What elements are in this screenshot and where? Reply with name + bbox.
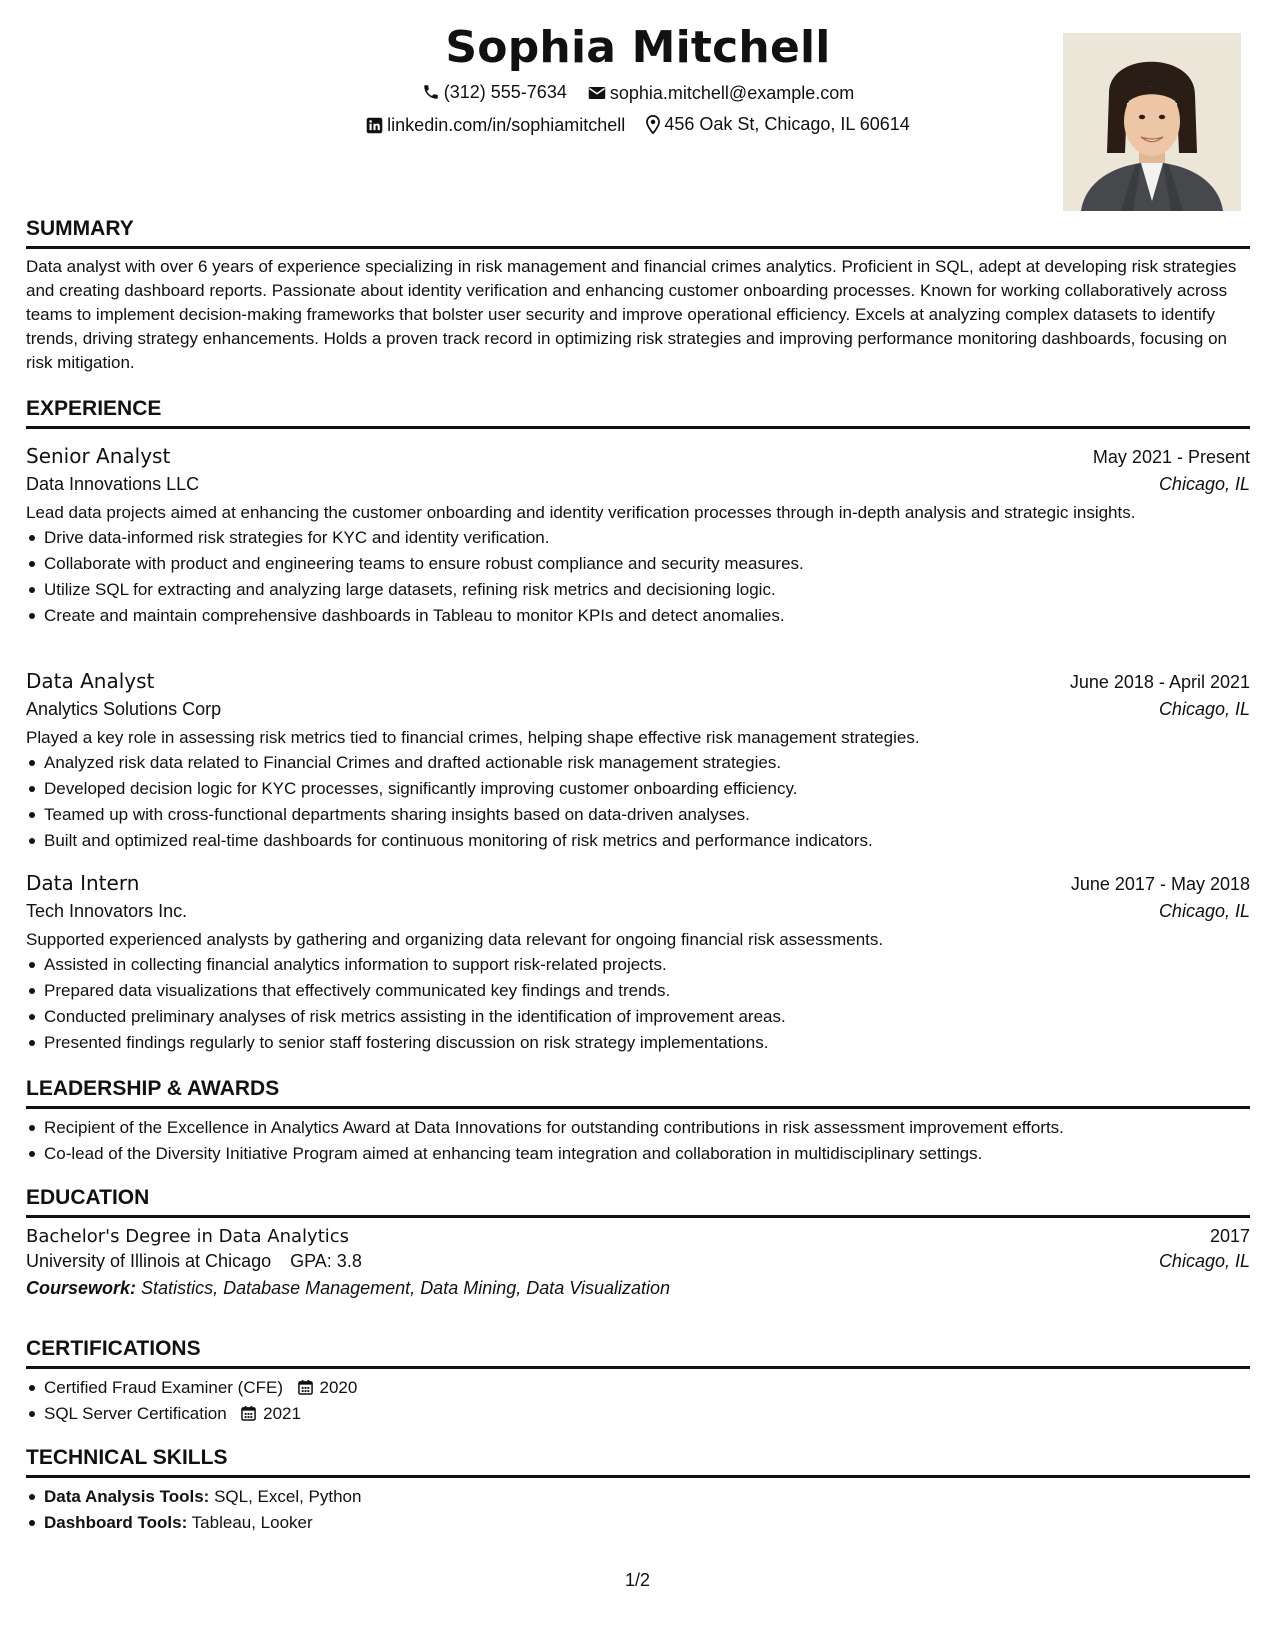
linkedin-contact[interactable] (366, 113, 625, 137)
job-location: Chicago, IL (1158, 699, 1250, 719)
job-location: Chicago, IL (1158, 901, 1250, 921)
calendar-icon (241, 1405, 256, 1421)
address-contact (646, 112, 910, 136)
certification-year: 2021 (263, 1404, 301, 1423)
list-item: Analyzed risk data related to Financial Crimes and drafted actionable risk management strategies. (44, 750, 1250, 776)
certification-name: SQL Server Certification (44, 1404, 227, 1423)
summary-heading: SUMMARY (26, 216, 1250, 249)
list-item: Co-lead of the Diversity Initiative Program aimed at enhancing team integration and collaboration in multidisciplinary settings. (44, 1141, 1250, 1167)
candidate-name: Sophia Mitchell (445, 22, 831, 73)
job-title: Data Intern (26, 871, 140, 895)
job-summary: Lead data projects aimed at enhancing the customer onboarding and identity verification processes through in-depth analysis and strategic insights. (26, 503, 1136, 522)
list-item: Developed decision logic for KYC processes, significantly improving customer onboarding efficiency. (44, 776, 1250, 802)
job-entry (26, 669, 1250, 854)
linkedin-text: linkedin.com/in/sophiamitchell (387, 115, 626, 135)
certifications-list (26, 1375, 1250, 1427)
list-item: Presented findings regularly to senior staff fostering discussion on risk strategy implementations. (44, 1030, 1250, 1056)
phone-text: (312) 555-7634 (443, 82, 567, 102)
education-section (26, 1185, 1250, 1299)
job-dates: June 2017 - May 2018 (1070, 874, 1250, 894)
coursework-line (26, 1278, 1250, 1299)
experience-section (26, 396, 1250, 429)
list-item: Built and optimized real-time dashboards for continuous monitoring of risk metrics and performance indicators. (44, 828, 1250, 854)
job-bullets (26, 952, 1250, 1056)
email-text: sophia.mitchell@example.com (609, 83, 855, 103)
leadership-section (26, 1076, 1250, 1167)
job-bullets (26, 525, 1250, 629)
list-item (44, 1401, 1250, 1427)
calendar-icon (298, 1379, 313, 1395)
school-name: University of Illinois at Chicago (26, 1251, 272, 1271)
leadership-list (26, 1115, 1250, 1167)
summary-text: Data analyst with over 6 years of experience specializing in risk management and financial crimes analytics. Proficient in SQL, adept at developing risk strategies and creating dashboard reports. Passionate about identity verification and enhancing customer onboarding processes. Known for working collaboratively across teams to implement decision-making frameworks that bolster user security and improve operational efficiency. Excels at analyzing complex datasets to identify trends, driving strategy enhancements. Holds a proven track record in optimizing risk strategies and improving performance monitoring dashboards, focusing on risk mitigation. (26, 257, 1237, 372)
job-company: Tech Innovators Inc. (26, 901, 188, 921)
list-item: Assisted in collecting financial analytics information to support risk-related projects. (44, 952, 1250, 978)
job-summary: Played a key role in assessing risk metrics tied to financial crimes, helping shape effective risk management strategies. (26, 728, 920, 747)
profile-photo (1063, 33, 1241, 211)
skills-list (26, 1484, 1250, 1536)
list-item: Collaborate with product and engineering teams to ensure robust compliance and security measures. (44, 551, 1250, 577)
leadership-heading: LEADERSHIP & AWARDS (26, 1076, 1250, 1109)
skill-label: Data Analysis Tools: (44, 1487, 210, 1506)
summary-section (26, 216, 1250, 375)
certifications-heading: CERTIFICATIONS (26, 1336, 1250, 1369)
map-pin-icon (646, 115, 660, 134)
address-text: 456 Oak St, Chicago, IL 60614 (664, 114, 910, 134)
envelope-icon (588, 85, 606, 101)
job-entry (26, 444, 1250, 629)
job-dates: May 2021 - Present (1092, 447, 1250, 467)
certifications-section (26, 1336, 1250, 1427)
certification-year: 2020 (319, 1378, 358, 1397)
degree-name: Bachelor's Degree in Data Analytics (26, 1226, 350, 1247)
linkedin-icon (366, 117, 383, 134)
job-dates: June 2018 - April 2021 (1069, 672, 1250, 692)
list-item: Create and maintain comprehensive dashboards in Tableau to monitor KPIs and detect anomalies. (44, 603, 1250, 629)
job-bullets (26, 750, 1250, 854)
list-item (44, 1375, 1250, 1401)
school-location: Chicago, IL (1158, 1251, 1250, 1271)
page-number: 1/2 (624, 1570, 651, 1590)
email-contact[interactable] (588, 81, 854, 105)
phone-icon (422, 83, 440, 101)
job-summary: Supported experienced analysts by gathering and organizing data relevant for ongoing financial risk assessments. (26, 930, 884, 949)
experience-heading: EXPERIENCE (26, 396, 1250, 429)
job-title: Data Analyst (26, 669, 155, 693)
list-item: Prepared data visualizations that effectively communicated key findings and trends. (44, 978, 1250, 1004)
certification-name: Certified Fraud Examiner (CFE) (44, 1378, 284, 1397)
resume-header (26, 0, 1250, 226)
coursework-label: Coursework: (26, 1278, 137, 1298)
list-item (44, 1510, 1250, 1536)
graduation-year: 2017 (1209, 1226, 1250, 1246)
job-company: Data Innovations LLC (26, 474, 200, 494)
job-company: Analytics Solutions Corp (26, 699, 222, 719)
resume-page (26, 0, 1250, 1650)
coursework-text: Statistics, Database Management, Data Mining, Data Visualization (141, 1278, 670, 1298)
list-item: Drive data-informed risk strategies for KYC and identity verification. (44, 525, 1250, 551)
list-item: Conducted preliminary analyses of risk metrics assisting in the identification of improvement areas. (44, 1004, 1250, 1030)
job-location: Chicago, IL (1158, 474, 1250, 494)
gpa-text: GPA: 3.8 (290, 1251, 362, 1271)
job-entry (26, 871, 1250, 1056)
job-title: Senior Analyst (26, 444, 171, 468)
skill-value: Tableau, Looker (191, 1513, 313, 1532)
list-item: Teamed up with cross-functional departments sharing insights based on data-driven analyses. (44, 802, 1250, 828)
skills-section (26, 1445, 1250, 1536)
phone-contact (422, 80, 567, 104)
list-item (44, 1484, 1250, 1510)
skills-heading: TECHNICAL SKILLS (26, 1445, 1250, 1478)
skill-label: Dashboard Tools: (44, 1513, 188, 1532)
skill-value: SQL, Excel, Python (214, 1487, 362, 1506)
list-item: Recipient of the Excellence in Analytics Award at Data Innovations for outstanding contributions in risk assessment improvement efforts. (44, 1115, 1250, 1141)
list-item: Utilize SQL for extracting and analyzing large datasets, refining risk metrics and decisioning logic. (44, 577, 1250, 603)
education-heading: EDUCATION (26, 1185, 1250, 1218)
